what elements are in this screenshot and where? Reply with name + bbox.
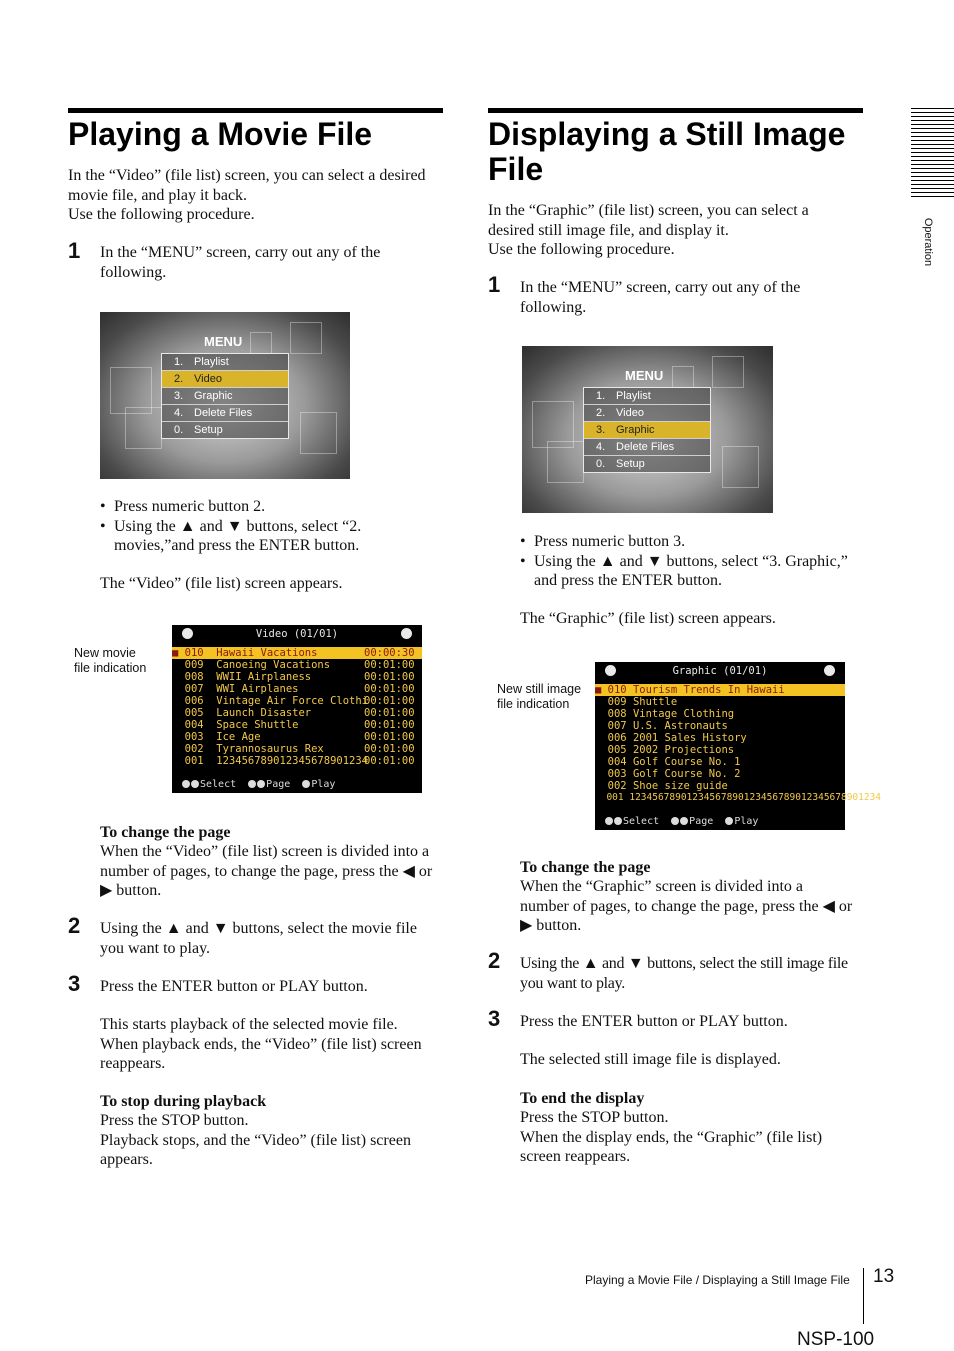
graphic-list-row: 009 Shuttle	[607, 696, 678, 708]
select-icon	[182, 780, 190, 788]
left-callout: New movie file indication	[74, 646, 147, 675]
left-bullet-1: • Press numeric button 2.	[100, 497, 450, 517]
page-icon	[671, 817, 679, 825]
right-page-title: Displaying a Still Image File	[488, 116, 846, 187]
graphic-list-row: 007 U.S. Astronauts	[607, 720, 728, 732]
section-label: Operation	[922, 217, 935, 267]
left-menu-screenshot	[100, 312, 350, 479]
right-end-heading: To end the display	[520, 1090, 645, 1107]
left-page-title: Playing a Movie File	[68, 116, 373, 152]
left-menu-item-playlist: 1. Playlist	[162, 354, 288, 371]
left-bullet-2: • Using the ▲ and ▼ buttons, select “2. movies,”and press the ENTER button.	[100, 517, 450, 556]
page-number: 13	[873, 1266, 895, 1287]
video-list-row: 008 WWII Airplaness 00:01:00	[184, 671, 415, 683]
video-list-row: 003 Ice Age 00:01:00	[184, 731, 415, 743]
play-icon	[725, 817, 733, 825]
model-number: NSP-100	[797, 1329, 875, 1350]
left-after-step-3: This starts playback of the selected movie file. When playback ends, the “Video” (file list) screen reappears.	[100, 1016, 422, 1072]
right-menu-item-graphic: 3. Graphic	[584, 422, 710, 439]
graphic-list-row: 008 Vintage Clothing	[607, 708, 735, 720]
left-menu-item-setup: 0. Setup	[162, 422, 288, 438]
right-title-rule	[488, 108, 863, 113]
right-menu-item-playlist: 1. Playlist	[584, 388, 710, 405]
video-list-row: 002 Tyrannosaurus Rex 00:01:00	[184, 743, 415, 755]
left-stop-heading: To stop during playback	[100, 1093, 267, 1110]
right-menu-item-delete-files: 4. Delete Files	[584, 439, 710, 456]
right-callout: New still image file indication	[497, 682, 582, 711]
video-list-row: 001 123456789012345678901234 00:01:00	[184, 755, 415, 767]
new-file-icon: ■	[595, 684, 608, 696]
next-page-icon	[401, 628, 412, 639]
right-menu-title: MENU	[625, 368, 664, 383]
right-menu-item-setup: 0. Setup	[584, 456, 710, 472]
right-appears-text: The “Graphic” (file list) screen appears.	[520, 610, 776, 627]
select-icon	[605, 817, 613, 825]
video-list-row: 004 Space Shuttle 00:01:00	[184, 719, 415, 731]
video-list-row: 005 Launch Disaster 00:01:00	[184, 707, 415, 719]
video-list-row: 007 WWI Airplanes 00:01:00	[184, 683, 415, 695]
play-icon	[302, 780, 310, 788]
graphic-list-row: 005 2002 Projections	[607, 744, 735, 756]
graphic-list-footer: Select Page Play	[605, 816, 758, 827]
left-step-1-number: 1	[68, 238, 81, 263]
left-step-2-number: 2	[68, 913, 81, 938]
left-menu-item-graphic: 3. Graphic	[162, 388, 288, 405]
right-bullet-2: • Using the ▲ and ▼ buttons, select “3. Graphic,” and press the ENTER button.	[520, 552, 870, 591]
right-step-3-text: Press the ENTER button or PLAY button.	[520, 1013, 788, 1030]
left-menu-list	[161, 353, 289, 439]
graphic-list-row: 004 Golf Course No. 1	[607, 756, 741, 768]
right-change-page-heading: To change the page	[520, 859, 651, 876]
section-index-tab	[911, 108, 954, 199]
right-step-3-number: 3	[488, 1006, 501, 1031]
graphic-list-header: Graphic (01/01)	[595, 665, 845, 679]
left-bullets	[100, 497, 450, 556]
graphic-list-screenshot	[595, 662, 882, 830]
right-bullets	[520, 532, 870, 591]
footer-divider	[863, 1268, 864, 1324]
right-after-step-3: The selected still image file is displayed.	[520, 1051, 781, 1068]
footer-running-title: Playing a Movie File / Displaying a Still Image File	[585, 1273, 850, 1287]
right-menu-item-video: 2. Video	[584, 405, 710, 422]
left-menu-item-video: 2. Video	[162, 371, 288, 388]
right-menu-list	[583, 387, 711, 473]
left-menu-title: MENU	[204, 334, 243, 349]
graphic-list-row: 006 2001 Sales History	[607, 732, 747, 744]
graphic-list-row: 003 Golf Course No. 2	[607, 768, 741, 780]
left-intro: In the “Video” (file list) screen, you can select a desired movie file, and play it back. Use the following procedure.	[68, 167, 426, 223]
video-list-header: Video (01/01)	[172, 628, 422, 642]
left-change-page-text: When the “Video” (file list) screen is divided into a number of pages, to change the page, press the ◀ or ▶ button.	[100, 843, 433, 899]
left-step-2-text: Using the ▲ and ▼ buttons, select the movie file you want to play.	[100, 920, 417, 957]
left-appears-text: The “Video” (file list) screen appears.	[100, 575, 343, 592]
next-page-icon	[824, 665, 835, 676]
right-change-page-text: When the “Graphic” screen is divided into a number of pages, to change the page, press the ◀ or ▶ button.	[520, 878, 853, 934]
page-icon	[248, 780, 256, 788]
graphic-list-row: ■ 010 Tourism Trends In Hawaii	[595, 684, 845, 696]
video-list-row: 009 Canoeing Vacations 00:01:00	[184, 659, 415, 671]
left-change-page-heading: To change the page	[100, 824, 231, 841]
video-list-row: ■ 010 Hawaii Vacations 00:00:30	[172, 647, 422, 659]
new-file-icon: ■	[172, 647, 185, 659]
right-end-text: Press the STOP button. When the display ends, the “Graphic” (file list) screen reappears.	[520, 1109, 823, 1165]
left-stop-text: Press the STOP button. Playback stops, and the “Video” (file list) screen appears.	[100, 1112, 411, 1168]
graphic-list-row: 002 Shoe size guide	[607, 780, 728, 792]
left-step-1-text: In the “MENU” screen, carry out any of the following.	[100, 244, 381, 281]
graphic-list-row: 001 12345678901234567890123456789012345678901234	[606, 792, 882, 803]
left-step-3-number: 3	[68, 971, 81, 996]
left-title-rule	[68, 108, 443, 113]
right-menu-screenshot	[522, 346, 773, 513]
video-list-screenshot	[172, 625, 422, 793]
prev-page-icon	[182, 628, 193, 639]
right-step-2-number: 2	[488, 948, 501, 973]
left-step-3-text: Press the ENTER button or PLAY button.	[100, 978, 368, 995]
left-menu-item-delete-files: 4. Delete Files	[162, 405, 288, 422]
right-step-2-text: Using the ▲ and ▼ buttons, select the still image file you want to play.	[520, 955, 848, 992]
video-list-footer: Select Page Play	[182, 779, 335, 790]
prev-page-icon	[605, 665, 616, 676]
right-step-1-text: In the “MENU” screen, carry out any of the following.	[520, 279, 801, 316]
right-bullet-1: • Press numeric button 3.	[520, 532, 870, 552]
right-intro: In the “Graphic” (file list) screen, you can select a desired still image file, and display it. Use the following procedure.	[488, 202, 809, 258]
video-list-row: 006 Vintage Air Force Clothi 00:01:00	[184, 695, 415, 707]
right-step-1-number: 1	[488, 272, 501, 297]
